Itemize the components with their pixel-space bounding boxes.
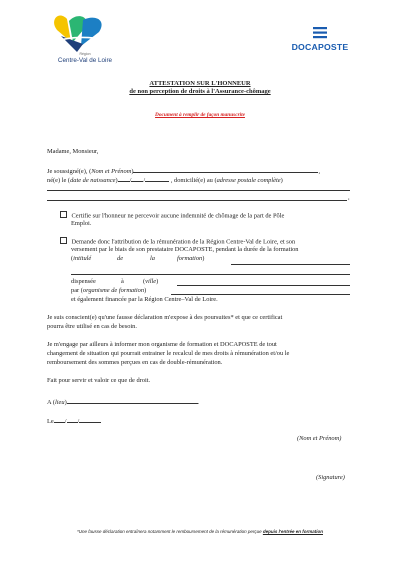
request-checkbox[interactable] bbox=[60, 237, 67, 244]
address-prefix: , domicilié(e) au ( bbox=[170, 177, 217, 184]
training-org-field[interactable] bbox=[171, 294, 350, 295]
salutation: Madame, Monsieur, bbox=[47, 148, 99, 155]
docaposte-logo bbox=[280, 25, 360, 53]
city-field[interactable] bbox=[177, 285, 350, 286]
name-field[interactable] bbox=[133, 166, 318, 173]
training-title-field-line-2[interactable] bbox=[71, 274, 350, 275]
request-text-line-2: versement par le biais de son prestataire DOCAPOSTE, pendant la durée de la formation bbox=[71, 246, 299, 253]
birth-sep-2: / bbox=[143, 177, 146, 184]
address-hint: adresse postale complète bbox=[216, 177, 281, 184]
date-month-field[interactable] bbox=[67, 416, 78, 423]
certify-text-line-2: Emploi. bbox=[71, 220, 92, 227]
training-title-hint: intitulé bbox=[73, 255, 92, 262]
name-line-hint: Nom et Prénom bbox=[91, 168, 132, 175]
address-field-line-2[interactable] bbox=[47, 200, 347, 201]
docaposte-wordmark: DOCAPOSTE bbox=[291, 42, 349, 52]
birth-hint: date de naissance bbox=[70, 177, 116, 184]
date-line: Le / / bbox=[47, 416, 101, 426]
birth-address-line bbox=[47, 175, 283, 185]
birth-day-field[interactable] bbox=[115, 175, 130, 184]
signature-label: (Signature) bbox=[316, 474, 345, 481]
footnote bbox=[0, 529, 400, 534]
region-logo-name: Centre-Val de Loire bbox=[57, 56, 113, 64]
training-title-line: (intitulé bbox=[71, 255, 92, 262]
region-logo-text bbox=[47, 53, 123, 64]
docaposte-mark-icon bbox=[280, 25, 360, 41]
birth-year-field[interactable] bbox=[145, 175, 169, 182]
commitment-line-2: changement de situation qui pourrait entrainer le recalcul de mes droits à rémunération et/ou le bbox=[47, 350, 290, 357]
birth-month-field[interactable] bbox=[131, 175, 146, 184]
certify-no-unemployment-item bbox=[60, 211, 284, 221]
dispensee-label: dispensée bbox=[71, 278, 96, 285]
attestation-page: Région Centre-Val de Loire DOCAPOSTE ATTESTATION SUR L'HONNEUR de non perception de droits à l'Assurance-chômage Document à remplir de façon manuscrite Madame, Monsieur, Je soussigné(e), (Nom et Prénom) , né(e) le (date de naissance) / / , domicilié(e) au (adresse postale complète) , Certifie sur l'honneur ne percevoir aucune indemnité de chômage de la part de Pôle Emploi. Demande donc l'attribution de la rémunération de la Région Centre-Val de Loire, et son versement par le biais de son prestataire DOCAPOSTE, pendant la durée de la formation (intitulé de la formation) dispensée à (ville) par (organisme de formation) et également financée par la Région Centre–Val de Loire. Je suis conscient(e) qu'une fausse déclaration m'expose à des poursuites* et que ce certificat pourra être utilisé en cas de besoin. Je m'engage par ailleurs à informer mon organisme de formation et DOCAPOSTE de tout changement de situation qui pourrait entrainer le recalcul de mes droits à rémunération et/ou le remboursement des sommes perçues en cas de double-rémunération. Fait pour servir et valoir ce que de droit. A (lieu) . Le / / (Nom et Prénom) (Signature) *Une fausse déclaration entraînera notamment le remboursement de la rémunération perçue depuis l'entrée en formation bbox=[0, 0, 400, 566]
commitment-line-3: remboursement des sommes perçues en cas de double-rémunération. bbox=[47, 359, 223, 366]
request-text-line-1: Demande donc l'attribution de la rémunération de la Région Centre-Val de Loire, et son bbox=[71, 238, 296, 246]
place-line: A (lieu) . bbox=[47, 399, 200, 406]
name-line-close: ) bbox=[131, 168, 134, 175]
birth-prefix: né(e) le ( bbox=[47, 177, 71, 184]
address-close: ) bbox=[280, 177, 283, 184]
birth-close: ) bbox=[115, 177, 118, 184]
certify-checkbox[interactable] bbox=[60, 211, 67, 218]
document-title: ATTESTATION SUR L'HONNEUR bbox=[149, 80, 251, 87]
training-org-line: par (organisme de formation) bbox=[71, 287, 147, 294]
city-hint: ville bbox=[145, 278, 157, 285]
name-signature-label: (Nom et Prénom) bbox=[297, 435, 342, 442]
certify-text-line-1: Certifie sur l'honneur ne percevoir aucune indemnité de chômage de la part de Pôle bbox=[71, 212, 285, 220]
place-hint: lieu bbox=[55, 399, 65, 406]
financed-by-region: et également financée par la Région Centre–Val de Loire. bbox=[71, 296, 218, 303]
address-field-line-1[interactable] bbox=[47, 190, 350, 191]
training-title-field[interactable] bbox=[231, 264, 350, 265]
date-year-field[interactable] bbox=[79, 416, 101, 423]
region-centre-val-de-loire-logo bbox=[47, 12, 123, 67]
place-field[interactable] bbox=[67, 397, 198, 404]
footnote-emphasis: depuis l'entrée en formation bbox=[262, 529, 323, 534]
footnote-text: *Une fausse déclaration entraînera notamment le remboursement de la rémunération perçue bbox=[77, 529, 263, 534]
training-org-hint: organisme de formation bbox=[82, 287, 145, 294]
name-line-prefix: Je soussigné(e), ( bbox=[47, 168, 92, 175]
region-heart-icon bbox=[47, 12, 123, 54]
a-label: à bbox=[121, 278, 124, 285]
closing-statement: Fait pour servir et valoir ce que de droit. bbox=[47, 377, 151, 384]
birth-sep-1: / bbox=[129, 177, 132, 184]
commitment-line-1: Je m'engage par ailleurs à informer mon organisme de formation et DOCAPOSTE de tout bbox=[47, 341, 277, 348]
date-day-field[interactable] bbox=[54, 416, 65, 423]
name-line: Je soussigné(e), (Nom et Prénom) , bbox=[47, 168, 321, 175]
awareness-line-2: pourra être utilisé en cas de besoin. bbox=[47, 323, 137, 330]
document-subtitle: de non perception de droits à l'Assurance-chômage bbox=[129, 88, 271, 95]
handwriting-note: Document à remplir de façon manuscrite bbox=[155, 112, 245, 118]
city-label: (ville) bbox=[143, 278, 159, 285]
awareness-line-1: Je suis conscient(e) qu'une fausse déclaration m'expose à des poursuites* et que ce certificat bbox=[47, 314, 283, 321]
region-logo-caption: Région bbox=[79, 52, 91, 56]
